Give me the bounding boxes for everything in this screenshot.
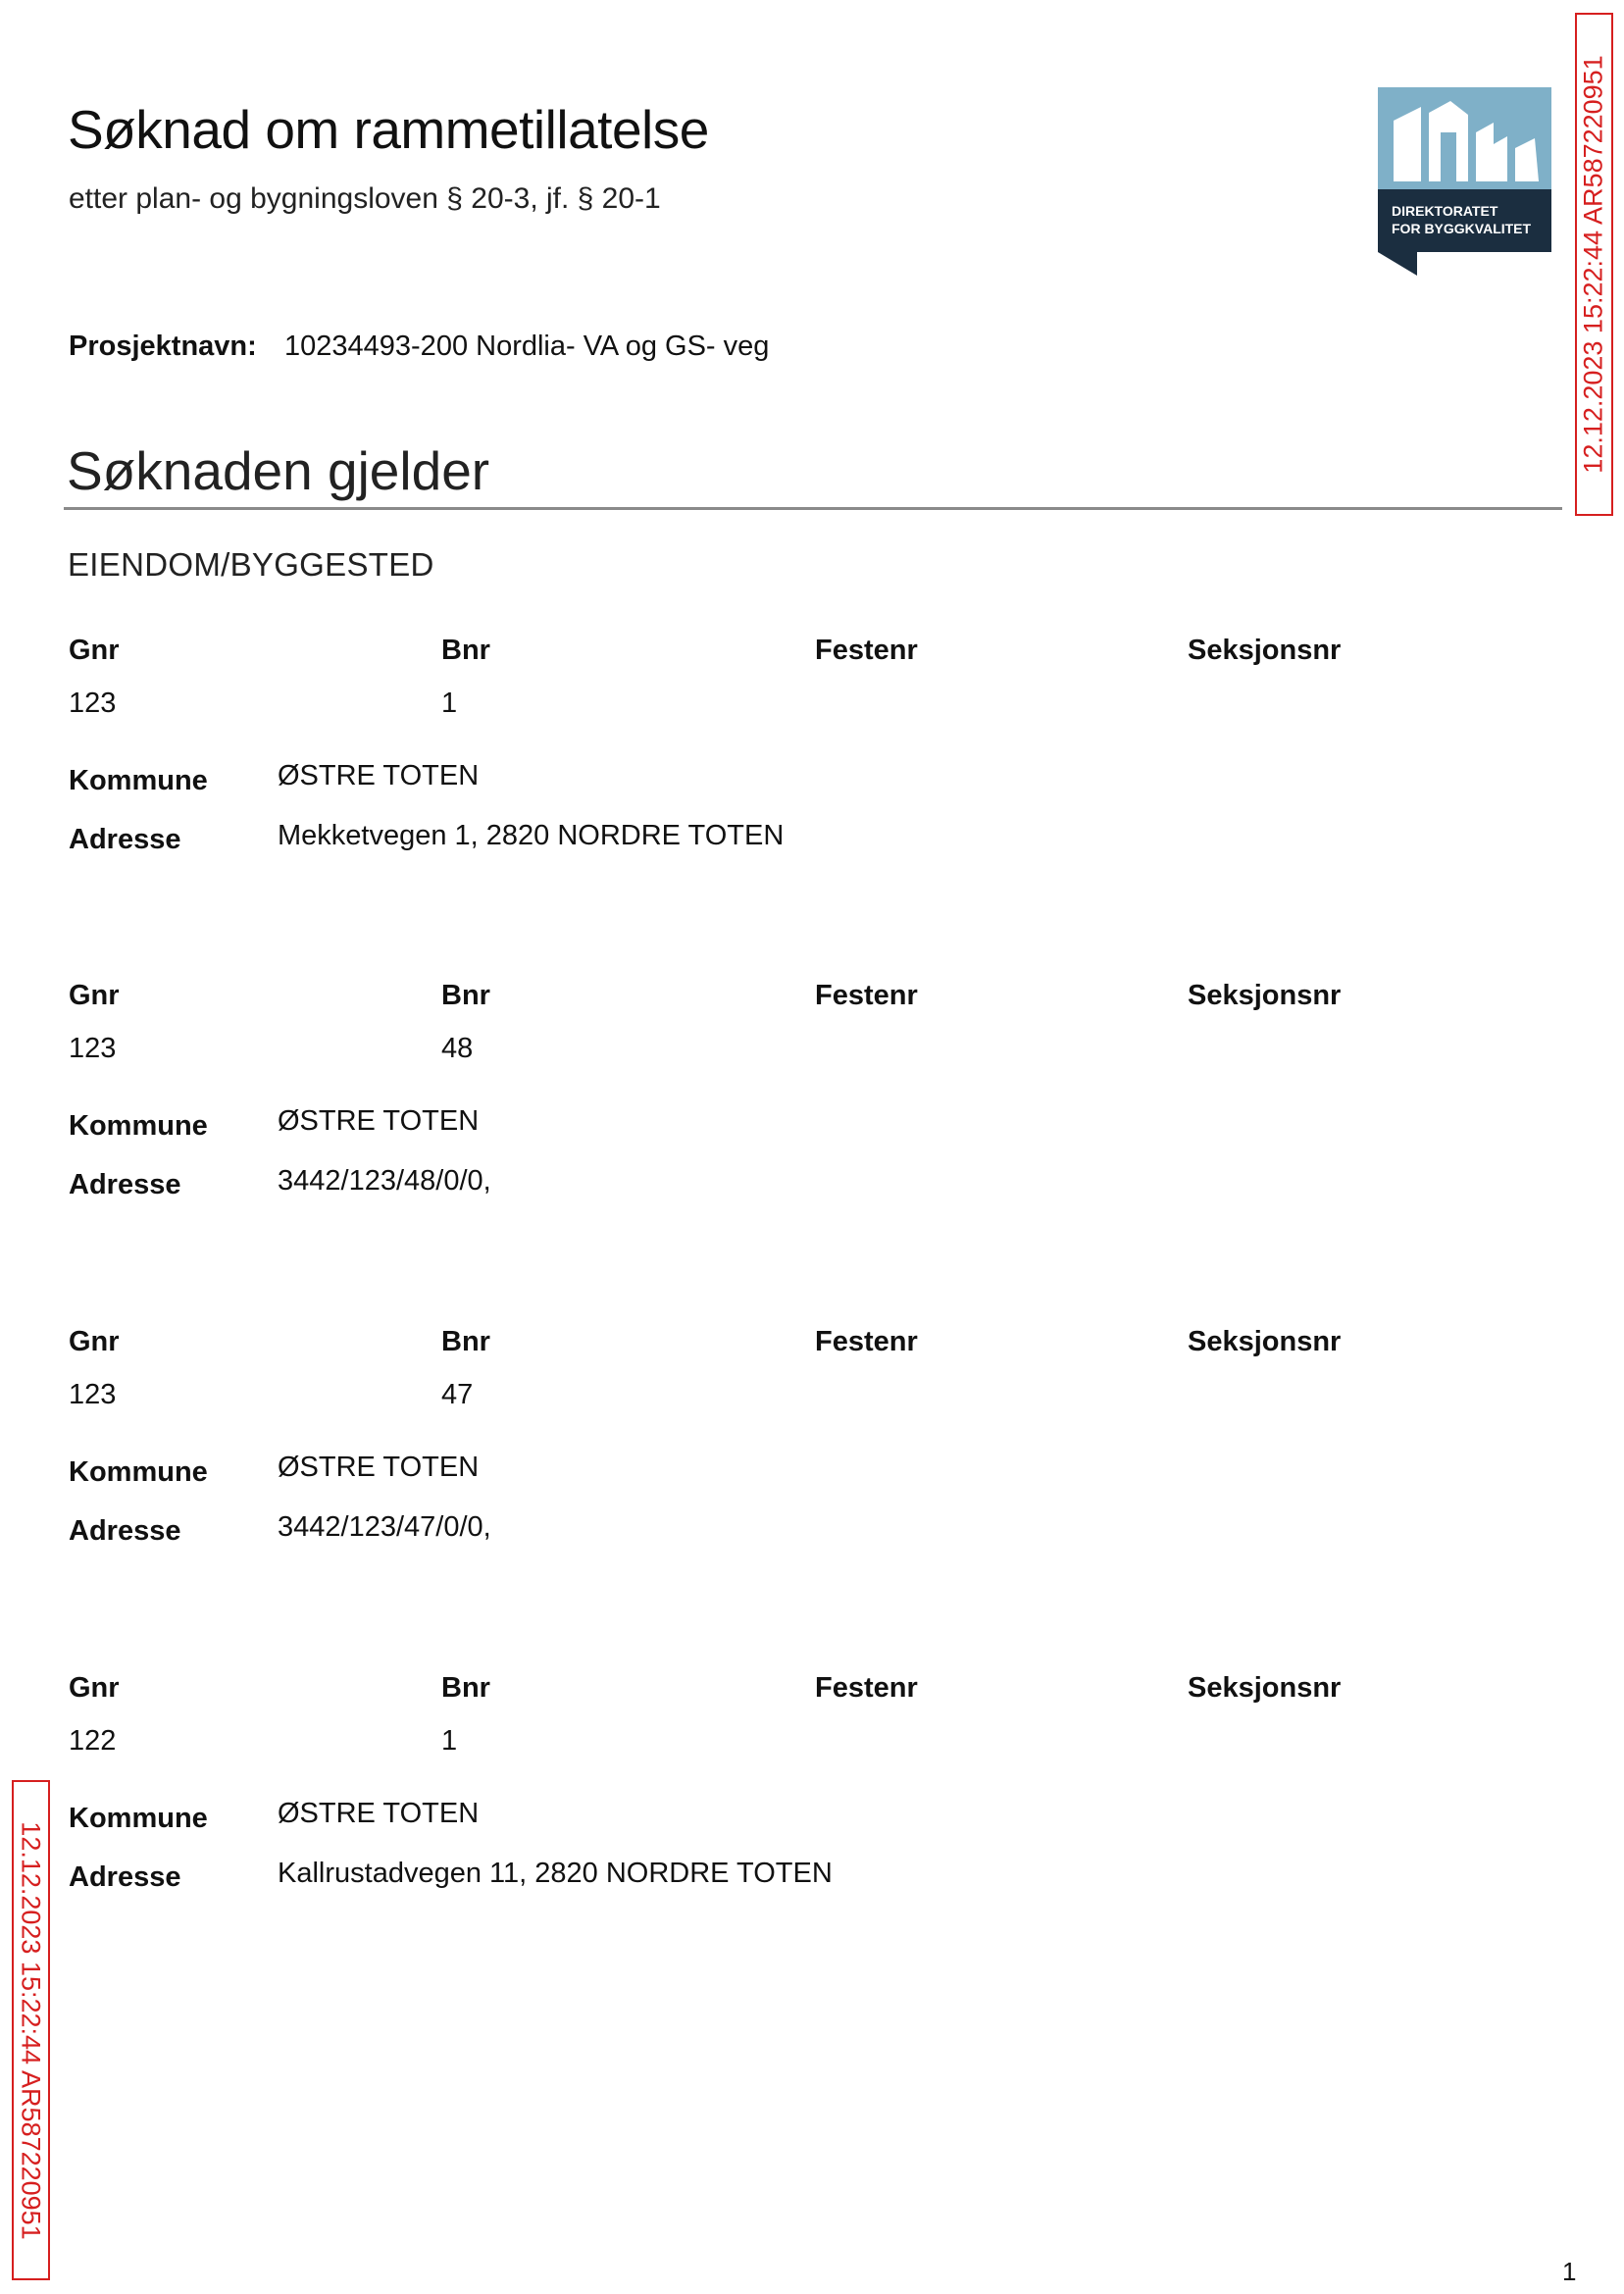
kommune-value: ØSTRE TOTEN: [278, 1452, 480, 1483]
kommune-value: ØSTRE TOTEN: [278, 1105, 480, 1137]
project-name-value: 10234493-200 Nordlia- VA og GS- veg: [284, 331, 770, 362]
bnr-value: 1: [441, 1725, 458, 1757]
document-subtitle: etter plan- og bygningsloven § 20-3, jf. § 20-1: [69, 182, 661, 215]
adresse-value: Kallrustadvegen 11, 2820 NORDRE TOTEN: [278, 1858, 833, 1889]
adresse-value: 3442/123/48/0/0,: [278, 1165, 491, 1197]
page-number: 1: [1562, 2257, 1577, 2286]
kommune-value: ØSTRE TOTEN: [278, 760, 480, 791]
gnr-label: Gnr: [69, 1326, 120, 1357]
gnr-value: 123: [69, 1379, 117, 1410]
seksjonsnr-label: Seksjonsnr: [1188, 1672, 1342, 1704]
stamp-text: 12.12.2023 15:22:44 AR587220951: [17, 1820, 46, 2240]
bnr-label: Bnr: [441, 1326, 490, 1357]
property-block: [0, 635, 1624, 909]
document-title: Søknad om rammetillatelse: [68, 99, 709, 160]
bnr-value: 47: [441, 1379, 474, 1410]
festenr-label: Festenr: [815, 980, 918, 1011]
kommune-label: Kommune: [69, 1456, 208, 1488]
property-block: [0, 1326, 1624, 1601]
adresse-label: Adresse: [69, 1515, 181, 1547]
gnr-label: Gnr: [69, 635, 120, 666]
dibk-logo: [1378, 87, 1551, 276]
bnr-value: 48: [441, 1033, 474, 1064]
festenr-label: Festenr: [815, 1672, 918, 1704]
bnr-value: 1: [441, 688, 458, 719]
bnr-label: Bnr: [441, 635, 490, 666]
property-block: [0, 1672, 1624, 1947]
bnr-label: Bnr: [441, 1672, 490, 1704]
kommune-label: Kommune: [69, 1110, 208, 1142]
seksjonsnr-label: Seksjonsnr: [1188, 980, 1342, 1011]
gnr-value: 123: [69, 1033, 117, 1064]
stamp-text: 12.12.2023 15:22:44 AR587220951: [1579, 55, 1608, 474]
festenr-label: Festenr: [815, 635, 918, 666]
adresse-label: Adresse: [69, 1861, 181, 1893]
logo-text-line2: FOR BYGGKVALITET: [1392, 221, 1532, 236]
seksjonsnr-label: Seksjonsnr: [1188, 1326, 1342, 1357]
gnr-value: 123: [69, 688, 117, 719]
kommune-label: Kommune: [69, 765, 208, 796]
property-block: [0, 980, 1624, 1254]
bnr-label: Bnr: [441, 980, 490, 1011]
adresse-label: Adresse: [69, 1169, 181, 1200]
kommune-label: Kommune: [69, 1803, 208, 1834]
adresse-value: 3442/123/47/0/0,: [278, 1511, 491, 1543]
gnr-label: Gnr: [69, 1672, 120, 1704]
gnr-label: Gnr: [69, 980, 120, 1011]
receipt-stamp-top: [1575, 13, 1613, 516]
section-divider: [64, 507, 1562, 510]
logo-text-line1: DIREKTORATET: [1392, 203, 1498, 219]
adresse-value: Mekketvegen 1, 2820 NORDRE TOTEN: [278, 820, 785, 851]
gnr-value: 122: [69, 1725, 117, 1757]
kommune-value: ØSTRE TOTEN: [278, 1798, 480, 1829]
festenr-label: Festenr: [815, 1326, 918, 1357]
subsection-title: EIENDOM/BYGGESTED: [68, 546, 434, 583]
section-title: Søknaden gjelder: [67, 440, 490, 501]
adresse-label: Adresse: [69, 824, 181, 855]
seksjonsnr-label: Seksjonsnr: [1188, 635, 1342, 666]
project-name-label: Prosjektnavn:: [69, 331, 257, 362]
receipt-stamp-bottom: [12, 1780, 50, 2280]
